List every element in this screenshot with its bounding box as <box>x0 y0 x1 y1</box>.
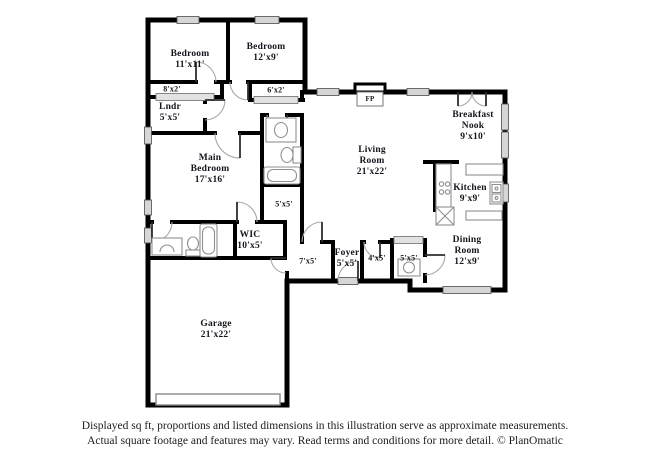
room-label-closet-5x5: 5'x5' <box>400 253 418 263</box>
room-label-bedroom-1: Bedroom 11'x11' <box>170 48 210 70</box>
room-label-wic: WIC 10'x5' <box>237 229 263 251</box>
room-label-4x5: 4'x5' <box>368 253 386 263</box>
bathtub-icon <box>200 224 217 257</box>
room-label-hall-bath: 5'x5' <box>275 199 293 209</box>
disclaimer-line-2: Actual square footage and features may vary. Read terms and conditions for more detail. © PlanOmatic <box>87 435 563 448</box>
kitchen-sink-icon <box>490 182 503 204</box>
room-label-closet-6x2: 6'x2' <box>267 85 285 95</box>
room-label-foyer: Foyer 5'x5' <box>334 247 360 269</box>
front-door-sill <box>338 278 358 285</box>
room-label-kitchen: Kitchen 9'x9' <box>453 182 487 204</box>
room-label-laundry: Lndr 5'x5' <box>159 101 181 123</box>
fireplace-label: FP <box>365 94 375 103</box>
disclaimer <box>0 419 650 449</box>
room-label-breakfast-nook: Breakfast Nook 9'x10' <box>452 110 494 143</box>
room-label-dining-room: Dining Room 12'x9' <box>452 235 482 268</box>
vanity-sink-icon <box>266 118 296 142</box>
room-label-garage: Garage 21'x22' <box>200 318 232 340</box>
room-label-closet-8x2: 8'x2' <box>163 84 181 94</box>
toilet-icon <box>186 237 200 256</box>
fixtures <box>152 118 503 276</box>
disclaimer-line-1: Displayed sq ft, proportions and listed dimensions in this illustration serve as approximate measurements. <box>81 420 569 432</box>
room-label-main-bedroom: Main Bedroom 17'x16' <box>190 153 230 186</box>
toilet-icon <box>281 147 301 163</box>
bathtub-icon <box>264 167 300 184</box>
room-label-living-room: Living Room 21'x22' <box>356 145 388 178</box>
room-label-bedroom-2: Bedroom 12'x9' <box>246 41 286 63</box>
room-label-hallway: 7'x5' <box>299 256 317 266</box>
garage-door <box>156 394 280 405</box>
vanity-sink-icon <box>152 238 182 255</box>
